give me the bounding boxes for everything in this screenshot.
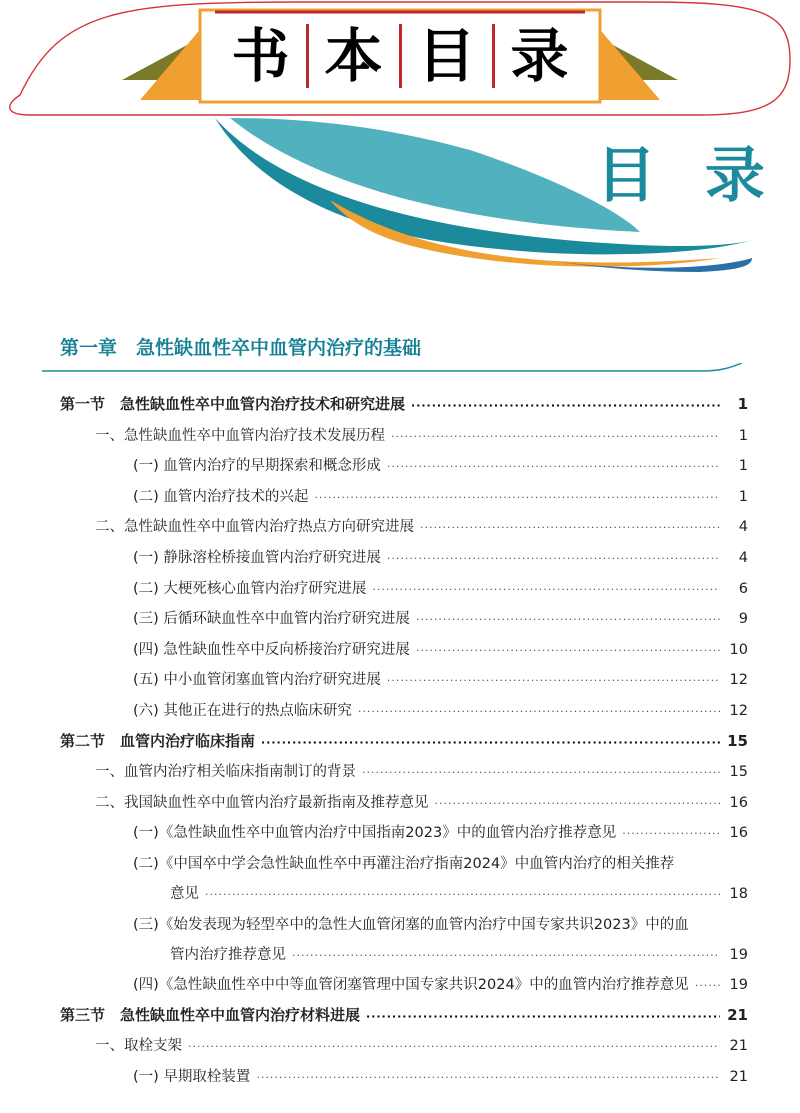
toc-page-number: 6 (738, 580, 748, 597)
toc-entry-label: 第一节 急性缺血性卒中血管内治疗技术和研究进展 (60, 395, 406, 413)
toc-page-number: 4 (738, 519, 748, 536)
toc-entry-label: 一、急性缺血性卒中血管内治疗技术发展历程 (95, 427, 385, 444)
toc-entry-label: (一) 血管内治疗的早期探索和概念形成 (133, 458, 381, 475)
page-heading: 目 录 (596, 141, 779, 211)
dot-leader (387, 552, 720, 565)
dot-leader (362, 766, 720, 779)
toc-entry-label: (二) 血管内治疗技术的兴起 (133, 488, 309, 505)
toc-entry[interactable] (95, 760, 748, 781)
dot-leader (416, 644, 720, 657)
dot-leader (387, 460, 720, 473)
toc-page-number: 15 (727, 731, 748, 750)
dot-leader (292, 949, 720, 962)
toc-entry-label: 一、血管内治疗相关临床指南制订的背景 (95, 764, 356, 781)
toc-page-number: 1 (738, 427, 748, 444)
toc-entry[interactable] (133, 485, 748, 506)
banner-char: 书 (216, 24, 309, 88)
toc-entry[interactable] (133, 821, 748, 842)
toc-page-number: 1 (738, 488, 748, 505)
toc-page-number: 16 (729, 794, 748, 811)
toc-entry[interactable] (95, 1034, 748, 1055)
toc-entry-label: 二、我国缺血性卒中血管内治疗最新指南及推荐意见 (95, 794, 429, 811)
toc-page-number: 19 (729, 946, 748, 963)
dot-leader (256, 1071, 720, 1084)
toc-page-number: 4 (738, 550, 748, 566)
toc-entry[interactable] (170, 943, 748, 964)
toc-page-number: 9 (738, 611, 748, 628)
dot-leader (695, 979, 720, 992)
toc-entry[interactable] (133, 1065, 748, 1086)
toc-entry[interactable] (133, 607, 748, 628)
toc-entry[interactable]: (三)《始发表现为轻型卒中的急性大血管闭塞的血管内治疗中国专家共识2023》中的血 (133, 916, 689, 933)
toc-page-number: 15 (729, 764, 748, 781)
dot-leader (188, 1040, 720, 1053)
toc-entry-label: 第三节 急性缺血性卒中血管内治疗材料进展 (60, 1005, 361, 1024)
chapter-underline (42, 363, 742, 377)
toc-entry[interactable] (133, 668, 748, 689)
toc-entry-label: 第二节 血管内治疗临床指南 (60, 731, 256, 750)
toc-entry-label: 意见 (170, 886, 199, 902)
toc-entry-label: (四)《急性缺血性卒中中等血管闭塞管理中国专家共识2024》中的血管内治疗推荐意见 (133, 977, 689, 994)
dot-leader (314, 491, 720, 504)
dot-leader (416, 613, 720, 626)
toc-entry[interactable] (170, 882, 748, 903)
toc-entry[interactable] (133, 454, 748, 475)
dot-leader (358, 705, 720, 718)
toc-page-number: 21 (727, 1005, 748, 1024)
dot-leader (411, 399, 720, 412)
toc-section-row[interactable] (60, 393, 748, 414)
toc-page-number: 12 (729, 703, 748, 719)
toc-page-number: 1 (738, 458, 748, 475)
toc-section-row[interactable] (60, 1004, 748, 1025)
toc-entry[interactable] (133, 699, 748, 720)
toc-entry-label: (六) 其他正在进行的热点临床研究 (133, 703, 352, 719)
toc-entry-label: 一、取栓支架 (95, 1038, 182, 1055)
toc-entry-label: (一)《急性缺血性卒中血管内治疗中国指南2023》中的血管内治疗推荐意见 (133, 825, 617, 842)
toc-entry-label: (一) 静脉溶栓桥接血管内治疗研究进展 (133, 550, 381, 566)
toc-section-row[interactable] (60, 730, 748, 751)
dot-leader (205, 888, 720, 901)
toc-entry-label: (三) 后循环缺血性卒中血管内治疗研究进展 (133, 611, 410, 628)
toc-entry[interactable] (95, 424, 748, 445)
toc-page-number: 12 (729, 672, 748, 689)
dot-leader (372, 583, 720, 596)
toc-entry[interactable] (95, 791, 748, 812)
banner-char: 录 (510, 22, 569, 90)
dot-leader (261, 736, 720, 749)
banner-char: 目 (402, 24, 495, 88)
toc-page-number: 16 (729, 825, 748, 842)
toc-entry-label: (二) 大梗死核心血管内治疗研究进展 (133, 580, 367, 597)
dot-leader (622, 827, 720, 840)
toc-page-number: 19 (729, 977, 748, 994)
toc-entry[interactable] (133, 638, 748, 659)
dot-leader (420, 521, 720, 534)
chapter-title: 第一章 急性缺血性卒中血管内治疗的基础 (60, 337, 422, 359)
toc-entry[interactable]: (二)《中国卒中学会急性缺血性卒中再灌注治疗指南2024》中血管内治疗的相关推荐 (133, 856, 675, 872)
toc-entry[interactable] (133, 577, 748, 598)
toc-page-number: 1 (737, 395, 748, 413)
dot-leader (391, 430, 720, 443)
dot-leader (366, 1010, 720, 1023)
toc-page-number: 18 (729, 886, 748, 902)
toc-page-number: 10 (729, 641, 748, 658)
toc-entry-label: 管内治疗推荐意见 (170, 946, 286, 963)
toc-entry-label: 二、急性缺血性卒中血管内治疗热点方向研究进展 (95, 519, 414, 536)
banner-char: 本 (309, 24, 402, 88)
toc-entry-label: (一) 早期取栓装置 (133, 1069, 251, 1085)
toc-entry-label: (四) 急性缺血性卒中反向桥接治疗研究进展 (133, 641, 410, 658)
dot-leader (387, 674, 720, 687)
toc-page-number: 21 (729, 1038, 748, 1055)
toc-page-number: 21 (729, 1069, 748, 1085)
dot-leader (435, 797, 721, 810)
toc-entry-label: (五) 中小血管闭塞血管内治疗研究进展 (133, 672, 381, 689)
toc-entry[interactable] (133, 973, 748, 994)
toc-entry[interactable] (95, 515, 748, 536)
toc-entry[interactable] (133, 546, 748, 567)
